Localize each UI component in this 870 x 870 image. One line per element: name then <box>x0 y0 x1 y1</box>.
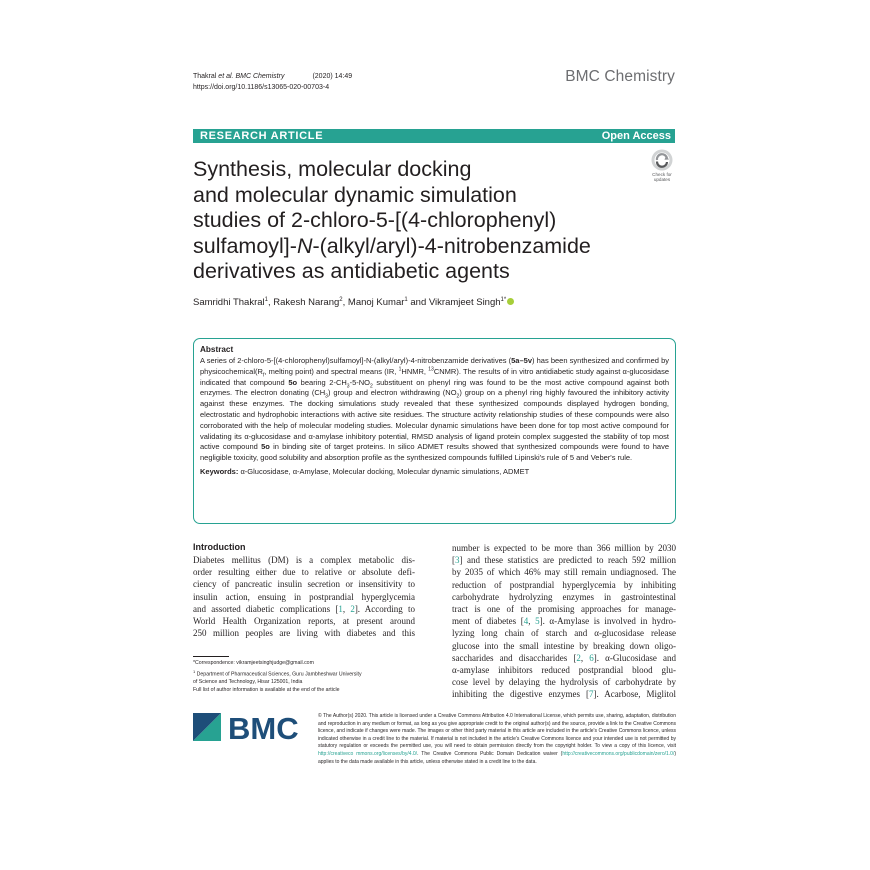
citation-separator: , <box>528 616 536 627</box>
body-text: ment of diabetes [ <box>452 616 524 627</box>
body-line: reduction of postprandial hyperglycemia by inhibiting <box>452 579 676 590</box>
body-column-right <box>452 542 676 701</box>
abstract-text-part: -5-NO <box>349 377 370 387</box>
license-link[interactable]: http://creativeco mmons.org/licenses/by/4.0/ <box>318 750 418 757</box>
badge-text <box>647 172 677 182</box>
body-line: glucose into the small intestine by breaking down oligo- <box>452 640 676 651</box>
body-line <box>452 615 676 627</box>
bmc-logo-text: BMC <box>228 712 299 742</box>
body-line <box>193 603 415 615</box>
affiliation-1-continued: of Science and Technology, Hisar 125001, India <box>193 679 303 686</box>
check-for-updates-icon <box>651 149 673 171</box>
section-heading-introduction: Introduction <box>193 542 246 552</box>
keywords-list: α-Glucosidase, α-Amylase, Molecular docking, Molecular dynamic simulations, ADMET <box>240 466 530 476</box>
abstract-superscript: 13 <box>428 366 434 373</box>
citation-link[interactable]: 5 <box>535 616 540 627</box>
body-line: cose level by delaying the hydrolysis of carbohydrate by <box>452 677 676 688</box>
body-line <box>452 688 676 700</box>
article-type-banner <box>193 129 675 143</box>
license-text <box>318 713 676 766</box>
abstract-box <box>193 338 676 524</box>
author-name[interactable]: Vikramjeet Singh <box>428 297 501 309</box>
citation-link[interactable]: 4 <box>523 616 529 627</box>
body-line <box>452 554 676 566</box>
body-text: [ <box>452 555 455 566</box>
body-text: ]. Acarbose, Miglitol <box>593 689 676 700</box>
abstract-text-part: A series of 2-chloro-5-[(4-chlorophenyl)sulfamoyl]-N-(alkyl/aryl)-4-nitrobenzamide derivatives ( <box>200 356 512 365</box>
license-part: ) applies to the data made available in this article, unless otherwise stated in a credit line to the data. <box>318 750 677 765</box>
title-line-4-italic: N <box>296 233 313 258</box>
author-separator: , <box>342 297 348 309</box>
citation-journal-short: BMC Chemistry <box>235 73 285 80</box>
body-text: inhibiting the digestive enzymes [ <box>452 689 589 700</box>
title-line-1: Synthesis, molecular docking <box>193 157 472 181</box>
abstract-subscript: 2 <box>456 393 460 400</box>
abstract-text-part: HNMR, <box>401 366 429 376</box>
author-list <box>193 297 514 308</box>
body-column-left <box>193 554 415 639</box>
title-line-4-b: -(alkyl/aryl)-4-nitrobenzamide <box>312 233 591 258</box>
citation-et-al: et al. <box>218 73 234 80</box>
citation-link[interactable]: 6 <box>589 652 594 663</box>
citation-link[interactable]: 3 <box>455 555 460 566</box>
abstract-text-part: CNMR). The results of in vitro antidiabetic study against α-glucosidase indicated that compound <box>200 366 669 387</box>
body-text: ]. α-Glucosidase and <box>593 652 676 663</box>
author-affiliation: 1* <box>500 297 507 303</box>
abstract-text-part: in binding site of target proteins. In silico ADMET results showed that synthesized compounds were found to have negligible toxicity, good solubility and absorption profile as the synthesized compounds fulfilled Lipinski's rule of 5 and Veber's rule. <box>200 442 669 463</box>
affiliation-number: 1 <box>193 668 196 674</box>
open-access-label: Open Access <box>601 130 671 142</box>
citation-line <box>193 71 352 82</box>
citation-link[interactable]: 2 <box>350 603 355 614</box>
citation-separator: , <box>580 652 590 663</box>
abstract-bold: 5o <box>288 377 298 387</box>
citation-link[interactable]: 7 <box>589 689 594 700</box>
abstract-text-part: ) group and electron withdrawing (NO <box>327 388 457 398</box>
badge-line-2: updates <box>653 177 671 182</box>
abstract-text-part: bearing 2-CH <box>297 377 347 387</box>
body-text: ] and these statistics are predicted to reach 592 million <box>459 555 676 566</box>
article-type-label: RESEARCH ARTICLE <box>200 130 324 142</box>
author-affiliation: 1 <box>264 297 268 303</box>
journal-name: BMC Chemistry <box>565 68 675 85</box>
license-part: . The Creative Commons Public Domain Dedication waiver ( <box>417 750 563 757</box>
body-line <box>452 652 676 664</box>
author-separator: and <box>407 297 429 309</box>
abstract-text-part: , melting point) and spectral means (IR, <box>264 366 399 376</box>
body-line: by 2035 of which 46% may still remain undiagnosed. The <box>452 567 676 578</box>
body-line: Diabetes mellitus (DM) is a complex metabolic dis- <box>193 555 415 565</box>
footnotes <box>193 660 423 695</box>
title-line-2: and molecular dynamic simulation <box>193 182 517 207</box>
abstract-text-part: substituent on phenyl ring was found to be the most active compound against both enzymes. The electron donating (CH <box>200 377 669 398</box>
abstract-bold: 5a–5v <box>511 356 532 365</box>
keywords-label: Keywords: <box>200 466 239 476</box>
citation-separator: , <box>342 603 351 614</box>
license-part: © The Author(s) 2020. This article is licensed under a Creative Commons Attribution 4.0 International License, which permits use, sharing, adaptation, distribution and reproduction in any medium or format, as long as you give appropriate credit to the original author(s) and the source, provide a link to the Creative Commons licence, and indicate if changes were made. The images or other third party material in this article are included in the article's Creative Commons licence, unless indicated otherwise in a credit line to the material. If material is not included in the article's Creative Commons licence and your intended use is not permitted by statutory regulation or exceeds the permitted use, you will need to obtain permission directly from the copyright holder. To view a copy of this licence, visit <box>318 713 676 750</box>
affiliation-1 <box>193 668 423 680</box>
author-affiliation: 1 <box>404 297 408 303</box>
author-affiliation: 2 <box>339 297 343 303</box>
title-line-4-a: sulfamoyl]- <box>193 233 297 258</box>
body-line: World Health Organization reports, at present around <box>193 616 415 627</box>
abstract-text <box>200 356 669 464</box>
author-info-note: Full list of author information is available at the end of the article <box>193 687 340 694</box>
abstract-superscript: 1 <box>398 366 402 373</box>
body-line: α-amylase inhibitors reduced postprandial blood glu- <box>452 665 676 676</box>
body-line: 250 million peoples are living with diabetes and this <box>193 628 415 639</box>
doi-link[interactable]: https://doi.org/10.1186/s13065-020-00703-4 <box>193 84 330 91</box>
citation-journal <box>218 73 284 80</box>
abstract-text-part: ) has been synthesized and confirmed by physicochemical(R <box>200 356 669 376</box>
body-line: insulin action, ensuing in postprandial hyperglycemia <box>193 591 415 602</box>
citation-header <box>193 71 352 93</box>
citation-authors: Thakral <box>193 73 217 80</box>
abstract-heading: Abstract <box>200 345 234 354</box>
title-line-5: derivatives as antidiabetic agents <box>193 259 510 283</box>
bmc-logo-mark <box>193 712 301 742</box>
body-text: saccharides and disaccharides [ <box>452 652 577 663</box>
check-for-updates-badge[interactable] <box>647 149 677 182</box>
bmc-logo[interactable] <box>193 712 301 747</box>
body-line: lyzing long chain of starch and α-glucosidase release <box>452 628 676 639</box>
body-line: number is expected to be more than 366 million by 2030 <box>452 543 676 553</box>
author-separator: , <box>267 297 274 309</box>
author-name[interactable]: Rakesh Narang <box>273 297 340 309</box>
body-line: carbohydrate hydrolyzing enzymes in gastrointestinal <box>452 591 676 602</box>
body-text: and assorted diabetic complications [ <box>193 603 339 614</box>
correspondence-email[interactable]: *Correspondence: vikramjeetsinghjudge@gmail.com <box>193 660 314 666</box>
orcid-icon[interactable] <box>507 298 514 305</box>
article-title <box>193 157 643 285</box>
body-text: ]. According to <box>354 603 415 614</box>
abstract-bold: 5o <box>261 442 270 452</box>
abstract-subscript: f <box>262 372 265 379</box>
body-text: ]. α-Amylase is involved in hydro- <box>539 616 676 627</box>
abstract-text-part: ) group on a phenyl ring highly favoured the inhibitory activity against these enzymes. The docking simulations study revealed that these synthesized compounds displayed hydrogen bonding, electrostatic and hydrophobic interactions with active site residues. The structure activity relationship studies of these compounds were also corroborated with the help of molecular modeling studies. Molecular dynamic simulations have been done for top most active compound for validating its α-glucosidase and α-amylase inhibitory potential, RMSD analysis of ligand protein complex suggested the stability of top most active compound <box>200 388 669 452</box>
footnote-rule <box>193 656 229 657</box>
title-line-3: studies of 2-chloro-5-[(4-chlorophenyl) <box>193 208 557 232</box>
public-domain-link[interactable]: http://creativecommons.org/publicdomain/zero/1.0/ <box>562 750 675 757</box>
abstract-subscript: 3 <box>346 383 350 390</box>
body-line: tract is one of the promising approaches for manage- <box>452 604 676 615</box>
abstract-subscript: 3 <box>325 393 328 400</box>
badge-line-1: Check for <box>652 172 672 177</box>
title-line-4 <box>193 234 643 260</box>
author-name[interactable]: Manoj Kumar <box>347 297 405 309</box>
body-line: ciency of pancreatic insulin secretion or insensitivity to <box>193 579 415 590</box>
abstract-subscript: 2 <box>370 383 373 390</box>
citation-link[interactable]: 1 <box>338 603 343 614</box>
citation-year-volume: (2020) 14:49 <box>312 73 353 80</box>
body-line: order resulting either due to relative or absolute defi- <box>193 567 415 578</box>
author-name[interactable]: Samridhi Thakral <box>193 297 265 309</box>
affiliation-text: Department of Pharmaceutical Sciences, Guru Jambheshwar University <box>195 671 362 678</box>
citation-link[interactable]: 2 <box>576 652 581 663</box>
keywords <box>200 467 669 476</box>
